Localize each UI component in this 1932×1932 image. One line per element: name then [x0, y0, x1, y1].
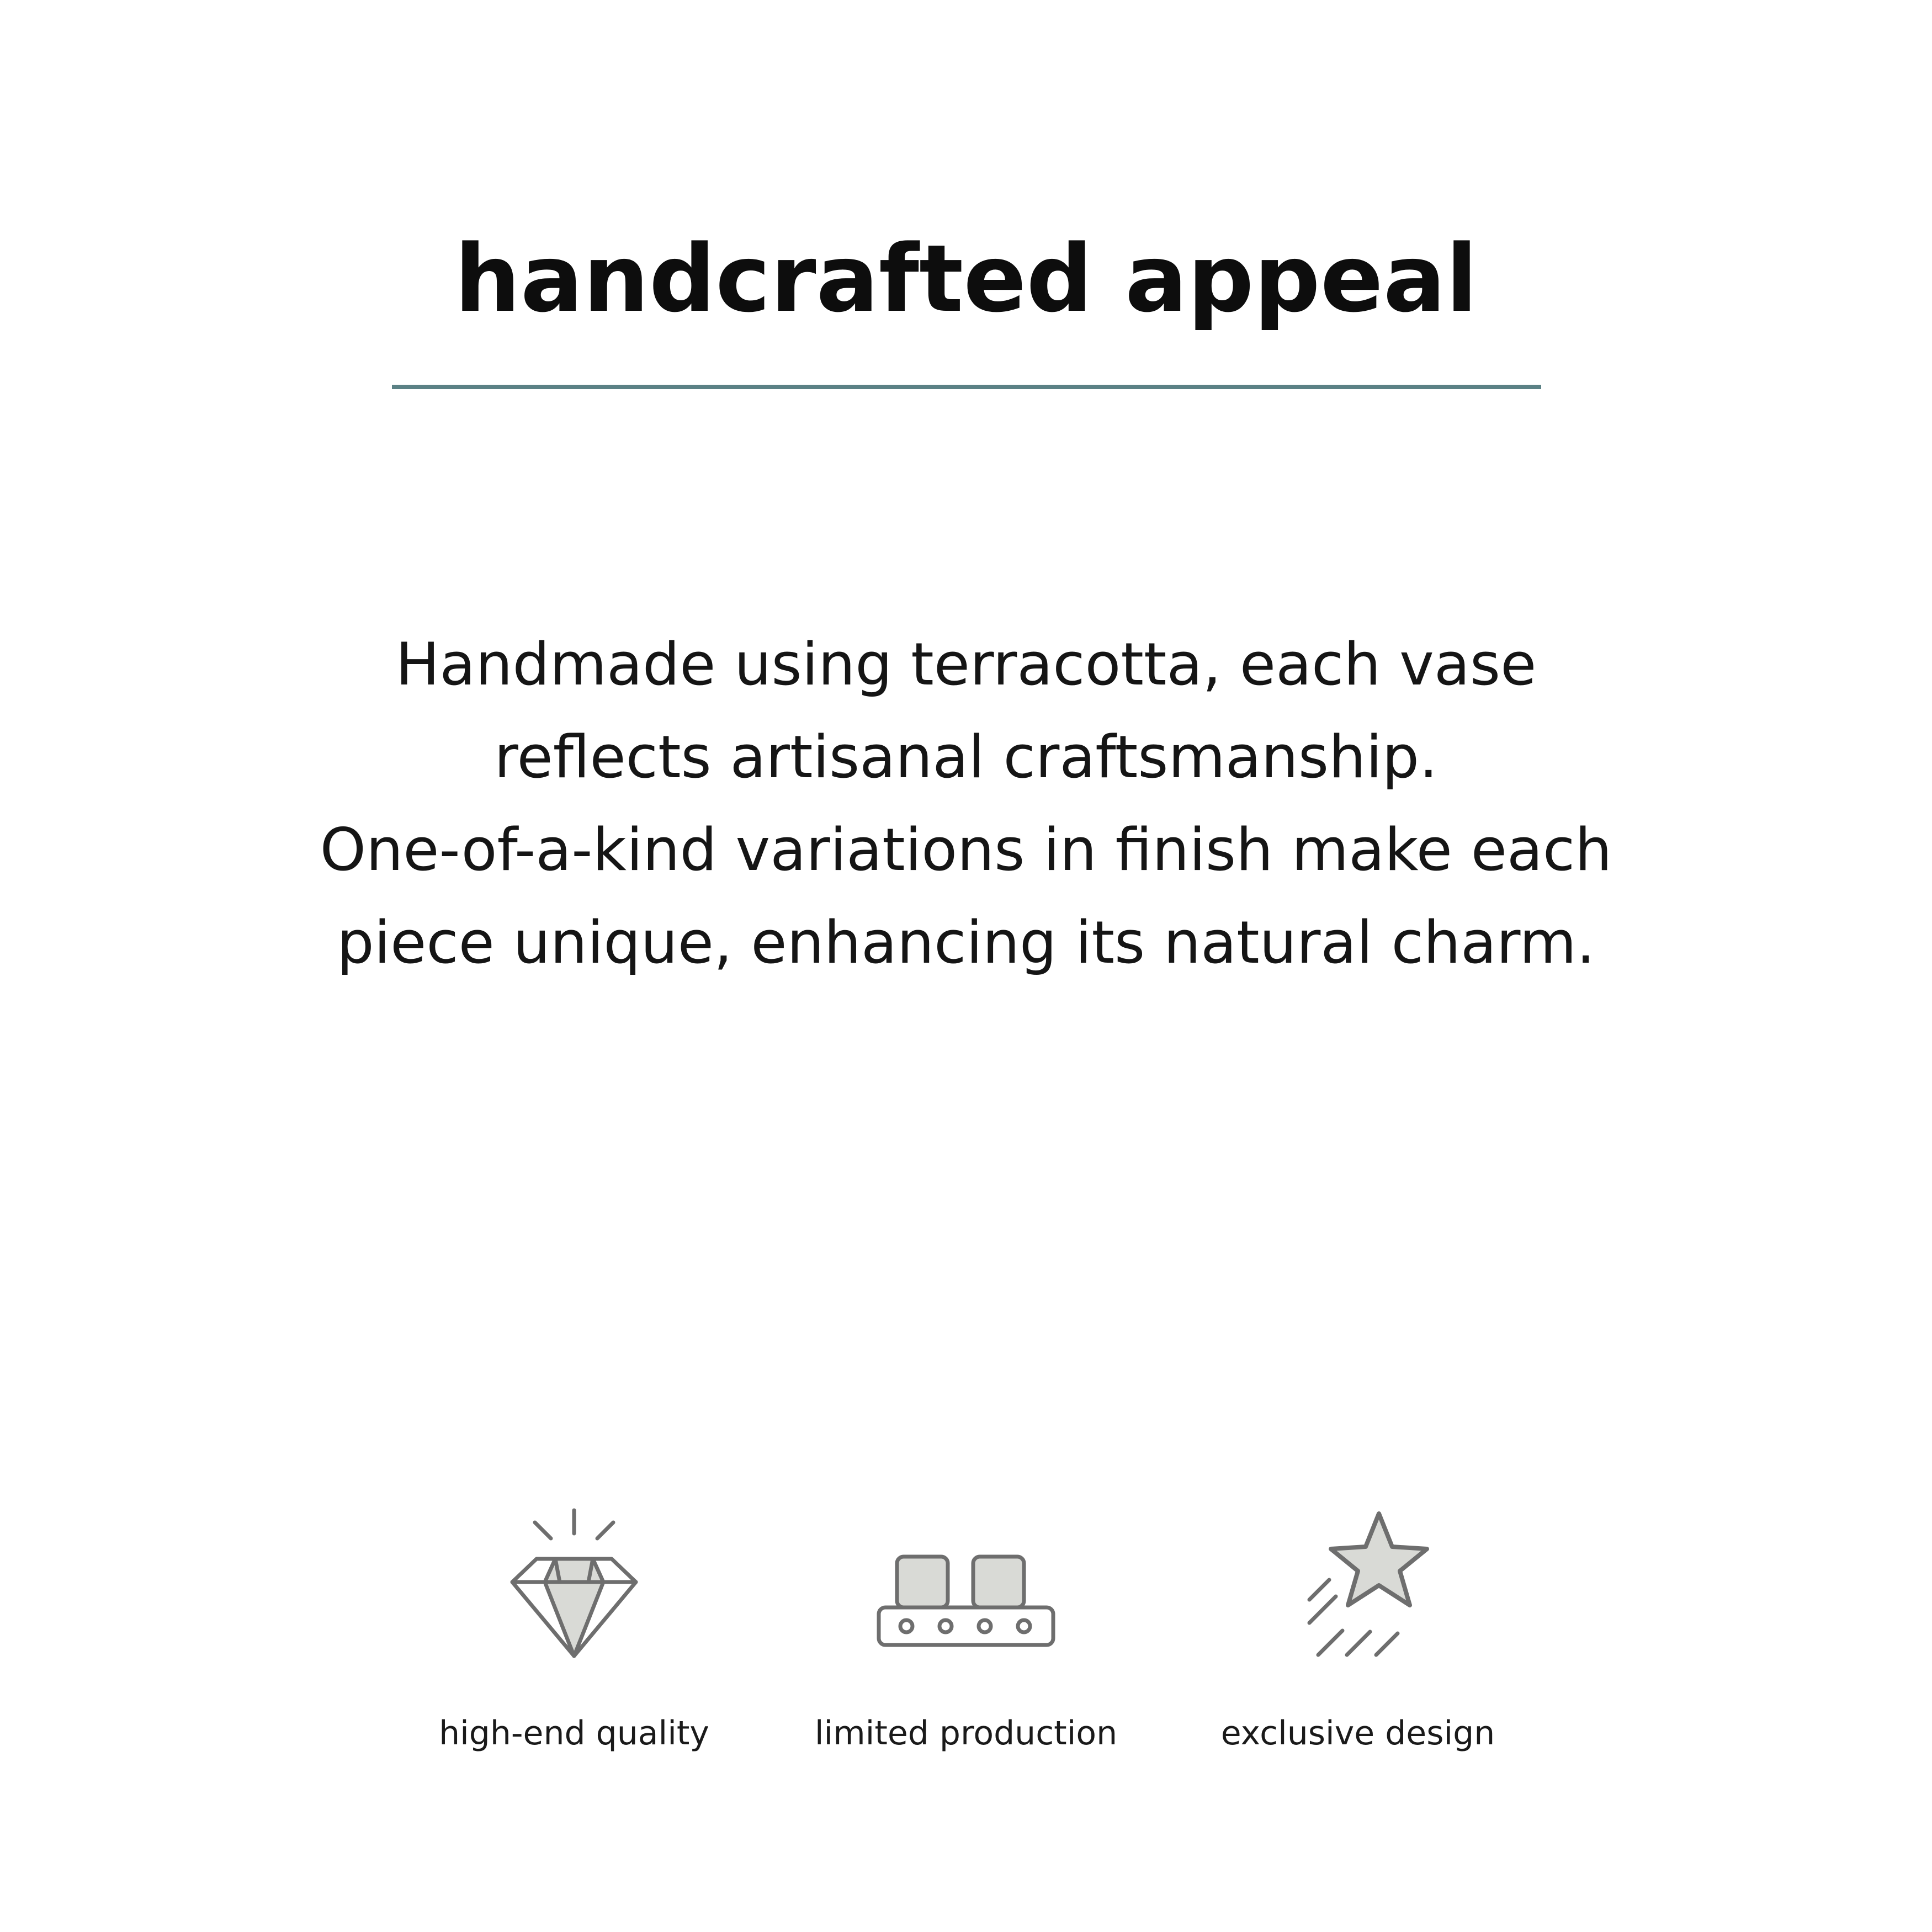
diamond-icon — [491, 1501, 657, 1667]
description-line: Handmade using terracotta, each vase — [395, 630, 1537, 698]
title-divider — [392, 385, 1541, 389]
description-line: piece unique, enhancing its natural charm. — [337, 909, 1595, 976]
feature-high-end-quality — [381, 1501, 767, 1753]
page-title: handcrafted appeal — [454, 225, 1478, 333]
feature-exclusive-design — [1165, 1501, 1551, 1753]
feature-label: limited production — [814, 1714, 1118, 1753]
feature-label: exclusive design — [1220, 1714, 1495, 1753]
conveyor-belt-icon — [872, 1501, 1060, 1667]
description-line: One-of-a-kind variations in finish make each — [320, 816, 1612, 884]
feature-limited-production — [773, 1501, 1159, 1753]
description-line: reflects artisanal craftsmanship. — [494, 723, 1438, 791]
description-text — [166, 618, 1766, 989]
feature-label: high-end quality — [439, 1714, 709, 1753]
shooting-star-icon — [1275, 1501, 1441, 1667]
